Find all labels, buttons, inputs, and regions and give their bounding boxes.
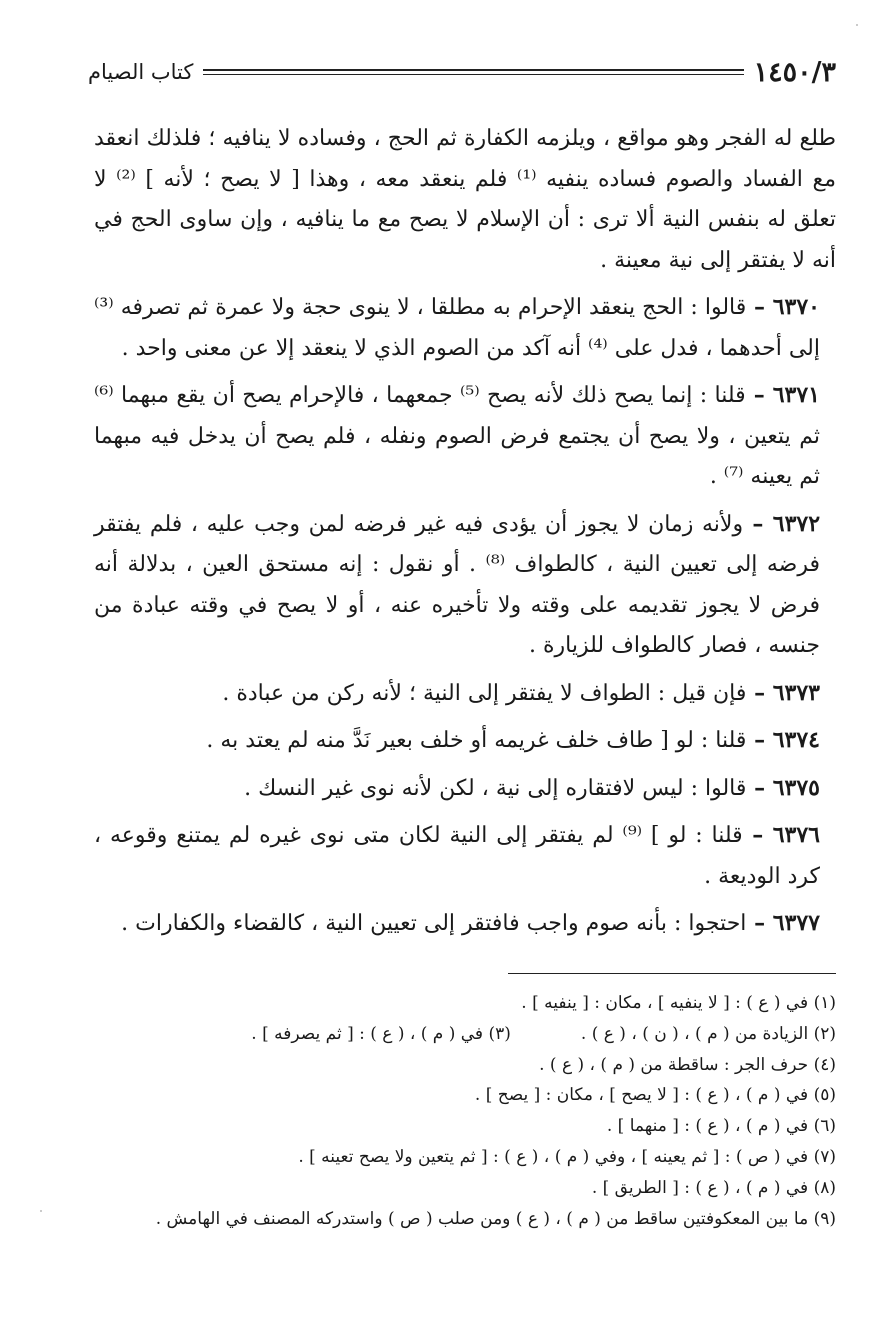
footnote-text: (٣) في ( م ) ، ( ع ) : [ ثم يصرفه ] . <box>251 1023 511 1044</box>
paragraph <box>94 504 836 667</box>
paragraph <box>94 375 836 498</box>
footnote <box>120 1080 836 1111</box>
paragraph-text: فإن قيل : الطواف لا يفتقر إلى النية ؛ لأنه ركن من عبادة . <box>222 680 747 706</box>
paragraph-text: قالوا : الحج ينعقد الإحرام به مطلقا ، لا ينوى حجة ولا عمرة ثم تصرفه ⁽³⁾ إلى أحدهما ، فدل على ⁽⁴⁾ أنه آكد من الصوم الذي لا ينعقد إلا عن معنى واحد . <box>94 295 820 361</box>
footnote-text: (٥) في ( م ) ، ( ع ) : [ لا يصح ] ، مكان : [ يصح ] . <box>474 1085 836 1106</box>
paragraph-number: ٦٣٧٥ – <box>746 774 820 801</box>
book-title: كتاب الصيام <box>88 60 194 84</box>
scan-speck <box>856 24 858 26</box>
paragraph-number: ٦٣٧٧ – <box>746 910 820 936</box>
footnote-text: (٧) في ( ص ) : [ ثم يعينه ] ، وفي ( م ) ، ( ع ) : [ ثم يتعين ولا يصح تعينه ] . <box>298 1146 836 1167</box>
footnote <box>120 1173 836 1204</box>
footnote-text: (٩) ما بين المعكوفتين ساقط من ( م ) ، ( ع ) ومن صلب ( ص ) واستدركه المصنف في الهامش . <box>155 1208 836 1229</box>
paragraph <box>94 287 836 369</box>
footnote-text: (٤) حرف الجر : ساقطة من ( م ) ، ( ع ) . <box>539 1054 836 1075</box>
page-header <box>88 52 836 92</box>
main-text <box>94 118 836 951</box>
footnote-text: (٨) في ( م ) ، ( ع ) : [ الطريق ] . <box>591 1177 836 1198</box>
paragraph-number: ٦٣٧٠ – <box>746 294 820 320</box>
footnote-separator <box>508 973 836 974</box>
footnote <box>120 988 836 1019</box>
paragraph <box>94 903 836 945</box>
footnote <box>120 1050 836 1081</box>
paragraph-text: طلع له الفجر وهو مواقع ، ويلزمه الكفارة ثم الحج ، وفساده لا ينافيه ؛ فلذلك انعقد مع الفساد والصوم فساده ينفيه ⁽¹⁾ فلم ينعقد معه ، وهذا [ لا يصح ؛ لأنه ] ⁽²⁾ لا تعلق له بنفس النية ألا ترى : أن الإسلام لا يصح مع ما ينافيه ، وإن ساوى الحج في أنه لا يفتقر إلى نية معينة . <box>94 126 836 273</box>
paragraph-text: قلنا : لو [ طاف خلف غريمه أو خلف بعير نَدَّ منه لم يعتد به . <box>206 728 747 753</box>
footnote <box>120 1142 836 1173</box>
page-number: ١٤٥٠/٣ <box>753 56 836 88</box>
paragraph-number: ٦٣٧٤ – <box>746 727 820 753</box>
paragraph-text: ولأنه زمان لا يجوز أن يؤدى فيه غير فرضه لمن وجب عليه ، فلم يفتقر فرضه إلى تعيين النية ، كالطواف ⁽⁸⁾ . أو نقول : إنه مستحق العين ، بدلالة أنه فرض لا يجوز تقديمه على وقته ولا تأخيره عنه ، أو لا يصح في وقته عبادة من جنسه ، فصار كالطواف للزيارة . <box>94 511 820 658</box>
paragraph-number: ٦٣٧٦ – <box>742 822 820 848</box>
footnote <box>120 1019 836 1050</box>
footnote <box>120 1111 836 1142</box>
paragraph-number: ٦٣٧٣ – <box>746 679 820 706</box>
paragraph-number: ٦٣٧١ – <box>745 382 820 408</box>
footnote <box>120 1204 836 1235</box>
paragraph <box>94 815 836 897</box>
footnote-text: (٦) في ( م ) ، ( ع ) : [ منهما ] . <box>606 1116 836 1137</box>
paragraph-text: قلنا : لو ] ⁽⁹⁾ لم يفتقر إلى النية لكان متى نوى غيره لم يمتنع وقوعه ، كرد الوديعة . <box>94 823 820 889</box>
footnotes <box>120 988 836 1234</box>
paragraph-text: احتجوا : بأنه صوم واجب فافتقر إلى تعيين النية ، كالقضاء والكفارات . <box>121 911 747 936</box>
paragraph <box>94 720 836 762</box>
header-rule <box>203 69 743 75</box>
paragraph-text: قلنا : إنما يصح ذلك لأنه يصح ⁽⁵⁾ جمعهما ، فالإحرام يصح أن يقع مبهما ⁽⁶⁾ ثم يتعين ، ولا يصح أن يجتمع فرض الصوم ونفله ، فلم يصح أن يدخل فيه مبهما ثم يعينه ⁽⁷⁾ . <box>94 383 820 489</box>
paragraph <box>94 768 836 810</box>
paragraph-text: قالوا : ليس لافتقاره إلى نية ، لكن لأنه نوى غير النسك . <box>244 775 747 801</box>
paragraph <box>94 673 836 715</box>
footnote-text: (١) في ( ع ) : [ لا ينفيه ] ، مكان : [ ينفيه ] . <box>521 993 836 1013</box>
paragraph-number: ٦٣٧٢ – <box>743 510 821 537</box>
paragraph <box>94 118 836 281</box>
footnote-text: (٢) الزيادة من ( م ) ، ( ن ) ، ( ع ) . <box>580 1023 836 1044</box>
scan-speck <box>40 1210 42 1212</box>
